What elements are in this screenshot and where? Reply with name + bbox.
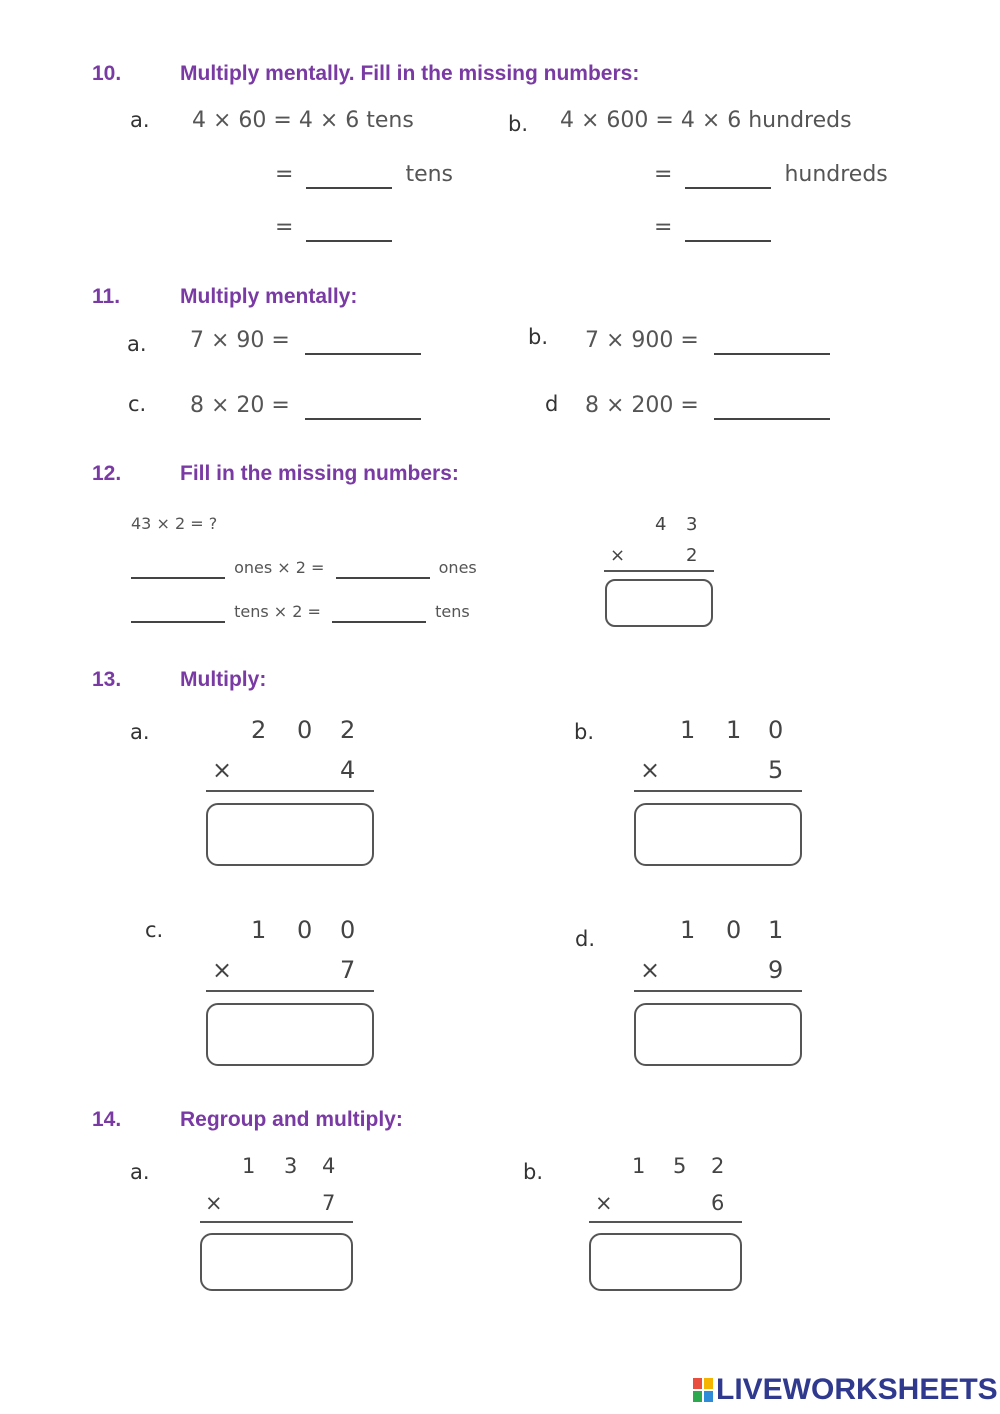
q13b-rule (634, 790, 802, 792)
q12-ones-digit-input[interactable] (131, 559, 225, 579)
q13c-digit-ones: 0 (340, 916, 356, 944)
q11c-label: c. (128, 392, 147, 416)
q13b-answer-box[interactable] (634, 803, 802, 866)
q10b-hundreds-answer[interactable] (685, 165, 771, 189)
q12-top-tens-digit: 4 (655, 514, 667, 535)
q10b-expression: 4 × 600 = 4 × 6 hundreds (560, 108, 852, 133)
q11b-answer[interactable] (714, 331, 830, 355)
equals-sign: = (275, 215, 294, 240)
q13a-digit-tens: 0 (297, 716, 313, 744)
q14b-answer-box[interactable] (589, 1233, 742, 1291)
q10a-label: a. (130, 108, 150, 132)
q14a-answer-box[interactable] (200, 1233, 353, 1291)
q13a-multiplier: 4 (340, 756, 356, 784)
q14b-label: b. (523, 1160, 544, 1184)
q12-multiplier: 2 (686, 545, 698, 566)
q13c-digit-tens: 0 (297, 916, 313, 944)
q12-top-ones-digit: 3 (686, 514, 698, 535)
equals-sign: = (654, 162, 673, 187)
q14-number: 14. (92, 1108, 122, 1131)
q14a-digit-hundreds: 1 (242, 1154, 256, 1178)
q13-number: 13. (92, 668, 122, 691)
q14b-multiplier: 6 (711, 1191, 725, 1215)
q11a-answer[interactable] (305, 331, 421, 355)
q10-title: Multiply mentally. Fill in the missing numbers: (180, 62, 640, 85)
q14a-times-sign: × (205, 1191, 223, 1215)
q14b-digit-tens: 5 (673, 1154, 687, 1178)
q14a-digit-tens: 3 (284, 1154, 298, 1178)
q13d-digit-ones: 1 (768, 916, 784, 944)
q10a-line3 (275, 215, 398, 242)
q12-tens-end: tens (435, 602, 470, 621)
q13d-digit-tens: 0 (726, 916, 742, 944)
q11c-expression: 8 × 20 = (190, 393, 290, 418)
q13c-digit-hundreds: 1 (251, 916, 267, 944)
liveworksheets-logo-icon (693, 1378, 713, 1402)
q13a-digit-ones: 2 (340, 716, 356, 744)
q13a-label: a. (130, 720, 150, 744)
q12-number: 12. (92, 462, 122, 485)
q10b-label: b. (508, 112, 529, 136)
q12-ones-product-input[interactable] (336, 559, 430, 579)
q14b-digit-ones: 2 (711, 1154, 725, 1178)
q11-number: 11. (92, 285, 121, 308)
equals-sign: = (275, 162, 294, 187)
q10a-expression: 4 × 60 = 4 × 6 tens (192, 108, 414, 133)
q11a-expression: 7 × 90 = (190, 328, 290, 353)
q11d-expression: 8 × 200 = (585, 393, 699, 418)
q13d-times-sign: × (640, 956, 661, 984)
q13b-digit-tens: 1 (726, 716, 742, 744)
q11b-row (585, 328, 830, 355)
q13a-answer-box[interactable] (206, 803, 374, 866)
q13c-rule (206, 990, 374, 992)
q12-ones-end: ones (438, 558, 477, 577)
q13-title: Multiply: (180, 668, 267, 691)
q12-ones-mid: ones × 2 = (234, 558, 325, 577)
q10a-final-answer[interactable] (306, 218, 392, 242)
q12-ones-row (131, 558, 477, 579)
q13c-times-sign: × (212, 956, 233, 984)
q11b-label: b. (528, 325, 549, 349)
q13a-times-sign: × (212, 756, 233, 784)
q14a-rule (200, 1221, 353, 1223)
q13a-rule (206, 790, 374, 792)
q13d-answer-box[interactable] (634, 1003, 802, 1066)
q12-tens-mid: tens × 2 = (234, 602, 321, 621)
q11d-label: d (545, 392, 559, 416)
q11a-label: a. (127, 332, 147, 356)
q14b-times-sign: × (595, 1191, 613, 1215)
q13c-answer-box[interactable] (206, 1003, 374, 1066)
q11c-answer[interactable] (305, 396, 421, 420)
q10b-unit-hundreds: hundreds (784, 162, 888, 187)
q10a-line2 (275, 162, 453, 189)
q11a-row (190, 328, 421, 355)
q14b-rule (589, 1221, 742, 1223)
q11-title: Multiply mentally: (180, 285, 358, 308)
q12-tens-product-input[interactable] (332, 603, 426, 623)
q12-rule (604, 570, 714, 572)
q13c-multiplier: 7 (340, 956, 356, 984)
q11b-expression: 7 × 900 = (585, 328, 699, 353)
equals-sign: = (654, 215, 673, 240)
q13a-digit-hundreds: 2 (251, 716, 267, 744)
q13b-digit-hundreds: 1 (680, 716, 696, 744)
q13b-digit-ones: 0 (768, 716, 784, 744)
q10b-line3 (654, 215, 777, 242)
q11d-answer[interactable] (714, 396, 830, 420)
q13c-label: c. (145, 918, 164, 942)
q12-times-sign: × (610, 545, 626, 566)
q14-title: Regroup and multiply: (180, 1108, 403, 1131)
q13d-label: d. (575, 927, 596, 951)
q11c-row (190, 393, 421, 420)
q13d-digit-hundreds: 1 (680, 916, 696, 944)
q13b-multiplier: 5 (768, 756, 784, 784)
q10a-unit-tens: tens (405, 162, 454, 187)
q12-answer-box[interactable] (605, 579, 713, 627)
q12-tens-row (131, 602, 470, 623)
q14a-multiplier: 7 (322, 1191, 336, 1215)
q13b-label: b. (574, 720, 595, 744)
liveworksheets-logo-text: LIVEWORKSHEETS (716, 1373, 998, 1406)
q13d-rule (634, 990, 802, 992)
q10-number: 10. (92, 62, 122, 85)
q12-tens-digit-input[interactable] (131, 603, 225, 623)
q14a-digit-ones: 4 (322, 1154, 336, 1178)
q12-question: 43 × 2 = ? (131, 514, 218, 533)
q10a-tens-answer[interactable] (306, 165, 392, 189)
q10b-final-answer[interactable] (685, 218, 771, 242)
q13d-multiplier: 9 (768, 956, 784, 984)
q11d-row (585, 393, 830, 420)
q14b-digit-hundreds: 1 (632, 1154, 646, 1178)
q12-title: Fill in the missing numbers: (180, 462, 459, 485)
q14a-label: a. (130, 1160, 150, 1184)
q13b-times-sign: × (640, 756, 661, 784)
q10b-line2 (654, 162, 888, 189)
